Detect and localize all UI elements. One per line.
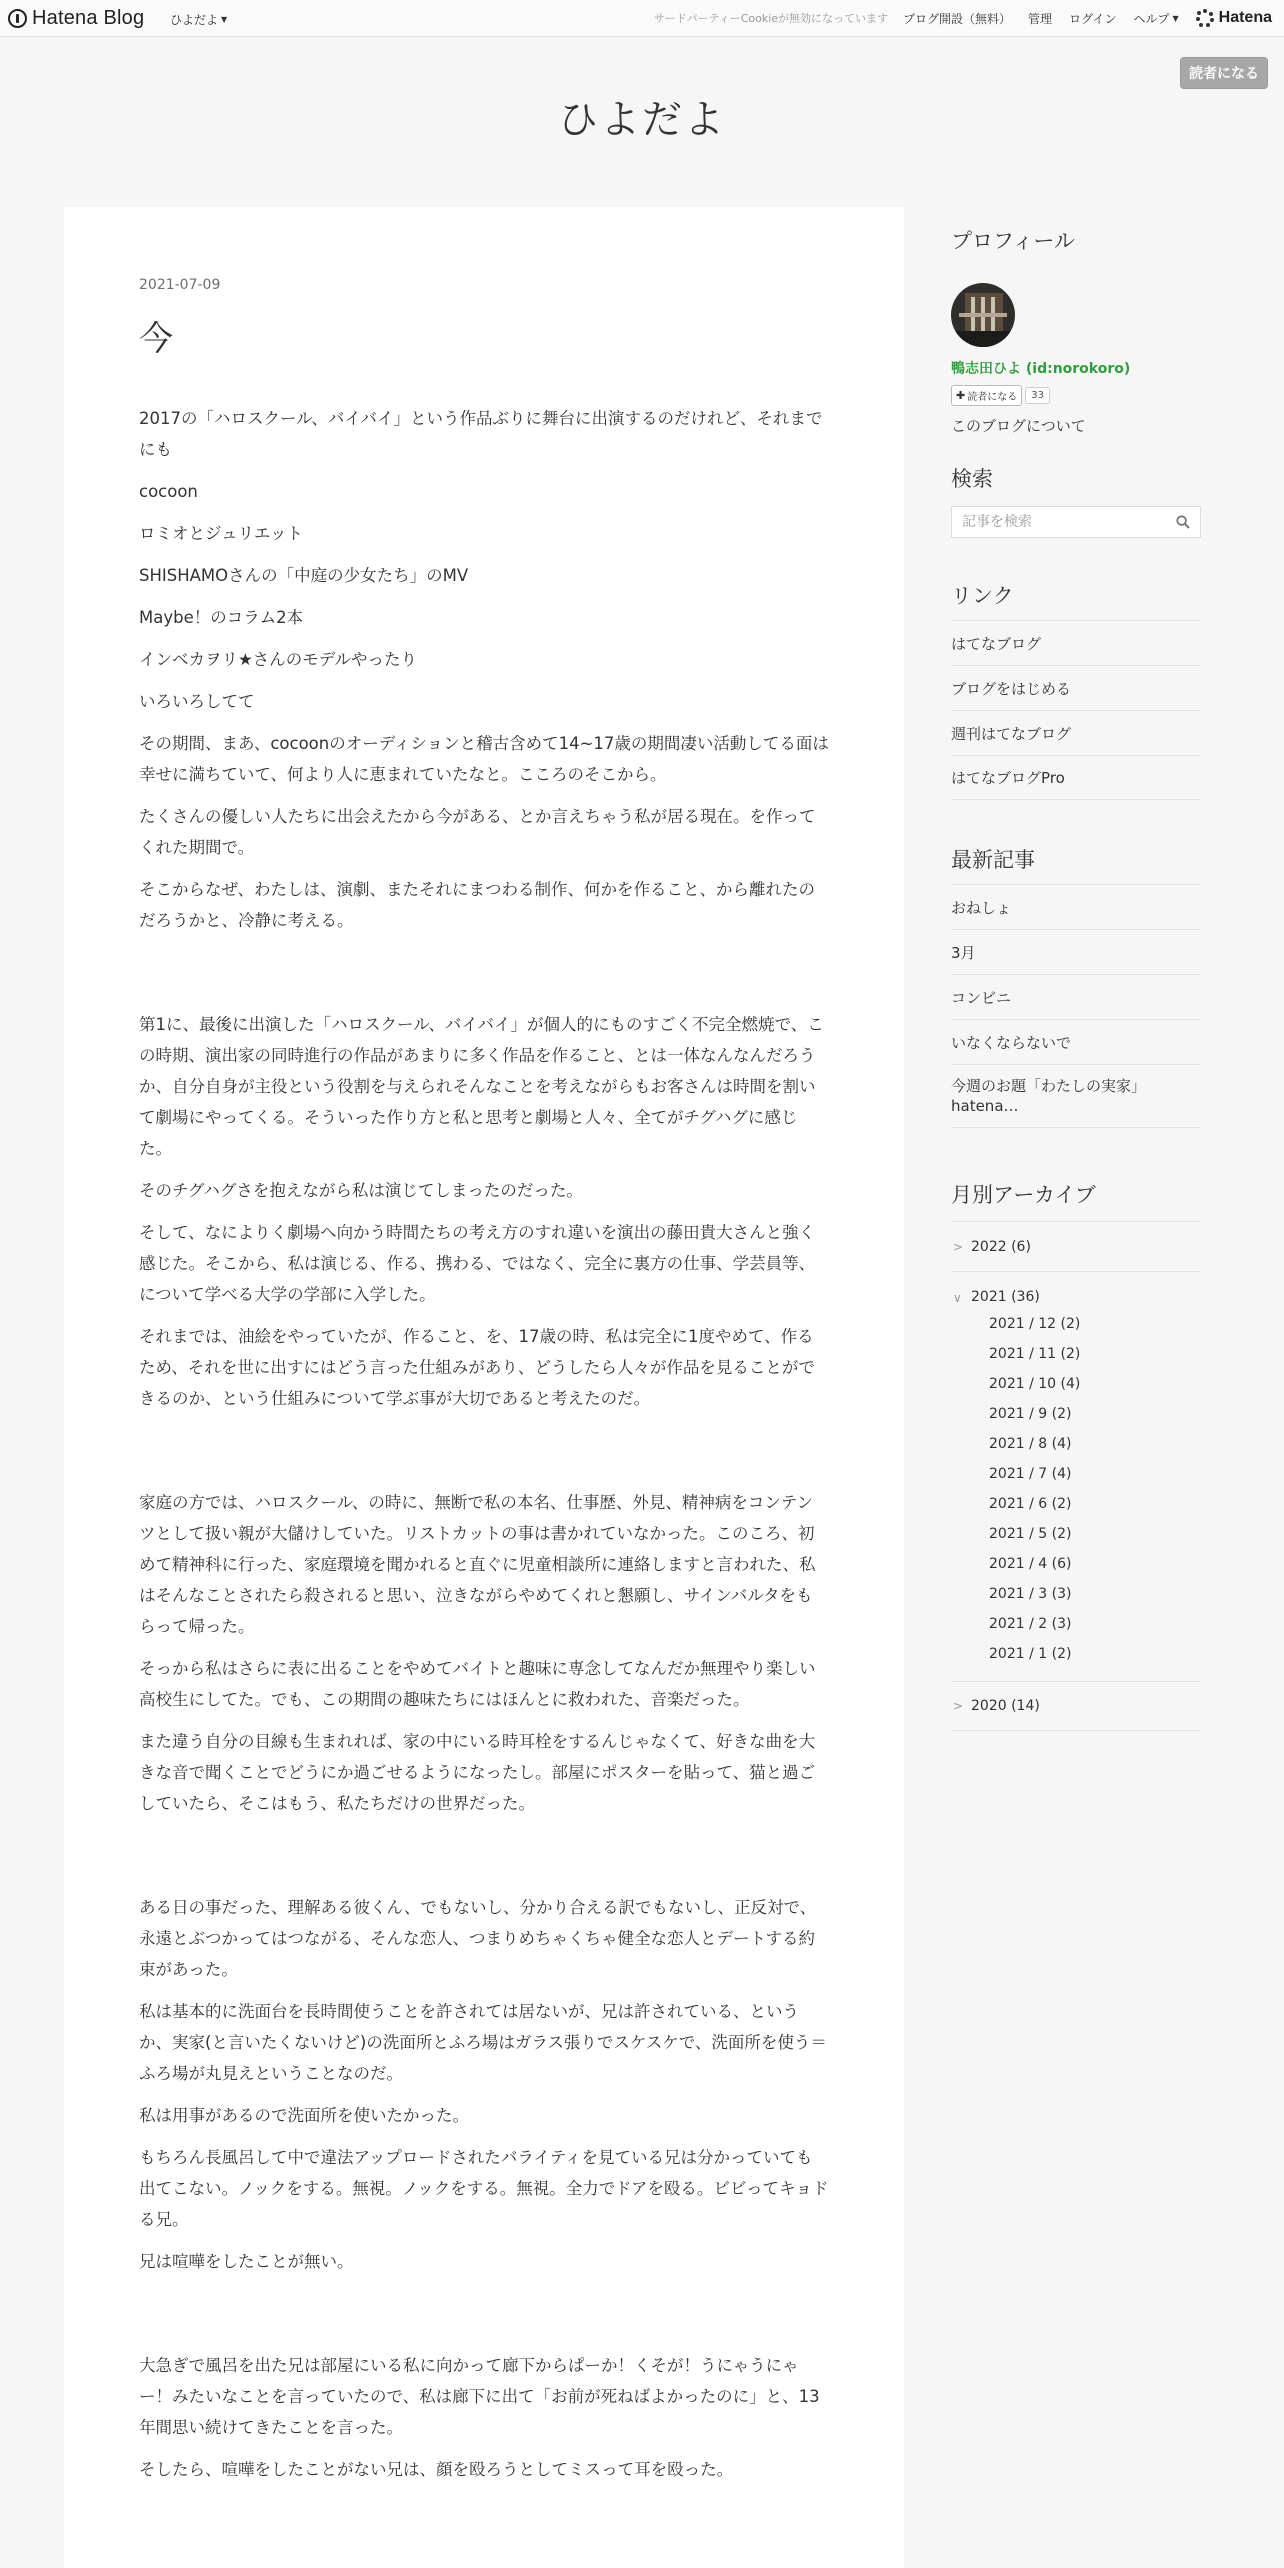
- entry-paragraph: Maybe！のコラム2本: [139, 608, 304, 627]
- link-start-blog[interactable]: ブログをはじめる: [951, 665, 1201, 710]
- blog-menu-label: ひよだよ: [170, 13, 219, 27]
- recent-entry[interactable]: いなくならないで: [951, 1019, 1201, 1064]
- entry-paragraph: そしたら、喧嘩をしたことがない兄は、顔を殴ろうとしてミスって耳を殴った。: [139, 2460, 734, 2479]
- cookie-notice: サードパーティーCookieが無効になっています: [653, 12, 889, 25]
- entry-paragraph: その期間、まあ、cocoonのオーディションと稽古含めて14~17歳の期間凄い活動してる面は幸せに満ちていて、何より人に恵まれていたなと。こころのそこから。: [139, 734, 829, 784]
- chevron-right-icon: >: [953, 1699, 964, 1713]
- profile-title: プロフィール: [951, 229, 1075, 253]
- chevron-right-icon: >: [953, 1239, 964, 1254]
- entry-paragraph: cocoon: [139, 482, 198, 501]
- entry-paragraph: 私は用事があるので洗面所を使いたかった。: [139, 2106, 469, 2125]
- entry-paragraph: 第1に、最後に出演した「ハロスクール、バイバイ」が個人的にものすごく不完全燃焼で、この時期、演出家の同時進行の作品があまりに多く作品を作ること、とは一体なんなんだろうか、自分自身が主役という役割を与えられそんなことを考えながらもお客さんは時間を割いて劇場にやってくる。そういった作り方と私と思考と劇場と人々、全てがチグハグに感じた。: [139, 1015, 824, 1158]
- entry-paragraph: もちろん長風呂して中で違法アップロードされたバライティを見ている兄は分かっていても出てこない。ノックをする。無視。ノックをする。無視。全力でドアを殴る。ビビってキョドる兄。: [139, 2148, 829, 2229]
- subscribe-label: 読者になる: [967, 392, 1018, 403]
- hatena-blog-logo[interactable]: [8, 7, 144, 29]
- manage-link[interactable]: 管理: [1028, 11, 1053, 26]
- archive-year-2020[interactable]: [951, 1681, 1201, 1731]
- blog-menu[interactable]: [170, 11, 227, 28]
- entry-paragraph: ある日の事だった、理解ある彼くん、でもないし、分かり合える訳でもないし、正反対で、永遠とぶつかってはつながる、そんな恋人、つまりめちゃくちゃ健全な恋人とデートする約束があった。: [139, 1898, 817, 1979]
- caret-down-icon: ▼: [221, 15, 228, 24]
- profile-subscribe: [951, 385, 1050, 406]
- entry-title[interactable]: 今: [139, 319, 173, 359]
- profile-module: [951, 225, 1201, 435]
- profile-subscribe-button[interactable]: [951, 385, 1022, 406]
- recent-entries-module: [951, 844, 1201, 1115]
- entry-article: [64, 207, 904, 2568]
- hatena-dots-icon: [1196, 9, 1214, 27]
- search-form: [951, 506, 1201, 538]
- entry-paragraph: SHISHAMOさんの「中庭の少女たち」のMV: [139, 566, 469, 585]
- hatena-logo[interactable]: [1196, 9, 1272, 27]
- help-menu[interactable]: [1133, 10, 1178, 27]
- about-blog-link[interactable]: このブログについて: [951, 417, 1086, 435]
- archive-month[interactable]: 2021 / 11 (2): [989, 1346, 1081, 1362]
- archive-month[interactable]: 2021 / 12 (2): [989, 1316, 1081, 1332]
- archive-module: [951, 1179, 1201, 1714]
- recent-entry[interactable]: 今週のお題「わたしの実家」hatena…: [951, 1064, 1201, 1128]
- profile-name-link[interactable]: 鴨志田ひよ (id:norokoro): [951, 361, 1131, 377]
- archive-month[interactable]: 2021 / 8 (4): [989, 1436, 1072, 1452]
- archive-year-2022[interactable]: [951, 1221, 1201, 1271]
- recent-entry[interactable]: おねしょ: [951, 884, 1201, 929]
- archive-year-label: 2022 (6): [971, 1238, 1031, 1255]
- links-module: [951, 580, 1201, 787]
- caret-down-icon: ▼: [1172, 13, 1179, 23]
- search-icon[interactable]: [1176, 515, 1190, 529]
- archive-month[interactable]: 2021 / 9 (2): [989, 1406, 1072, 1422]
- entry-paragraph: インベカヲリ★さんのモデルやったり: [139, 650, 417, 669]
- archive-title: 月別アーカイブ: [951, 1183, 1096, 1207]
- entry-paragraph: いろいろしてて: [139, 692, 255, 711]
- hatena-blog-logo-icon: [8, 9, 27, 28]
- archive-month[interactable]: 2021 / 1 (2): [989, 1646, 1072, 1662]
- search-module: [951, 463, 1201, 493]
- entry-paragraph: 兄は喧嘩をしたことが無い。: [139, 2252, 354, 2271]
- archive-month[interactable]: 2021 / 5 (2): [989, 1526, 1072, 1542]
- archive-month[interactable]: 2021 / 3 (3): [989, 1586, 1072, 1602]
- logo-text: Hatena Blog: [32, 6, 145, 29]
- entry-paragraph: たくさんの優しい人たちに出会えたから今がある、とか言えちゃう私が居る現在。を作ってくれた期間で。: [139, 807, 816, 857]
- links-title: リンク: [951, 584, 1014, 608]
- link-hatena-blog-pro[interactable]: はてなブログPro: [951, 755, 1201, 800]
- search-title: 検索: [951, 467, 993, 491]
- entry-paragraph: ロミオとジュリエット: [139, 524, 304, 543]
- entry-content: [139, 403, 829, 2496]
- chevron-down-icon: ∨: [953, 1291, 962, 1305]
- archive-year-2021[interactable]: [951, 1271, 1201, 1309]
- help-label: ヘルプ: [1133, 11, 1170, 26]
- subscriber-count[interactable]: 33: [1025, 387, 1050, 404]
- search-input[interactable]: [952, 507, 1162, 537]
- archive-month[interactable]: 2021 / 7 (4): [989, 1466, 1072, 1482]
- link-hatena-blog[interactable]: はてなブログ: [951, 620, 1201, 665]
- blog-title[interactable]: ひよだよ: [558, 97, 726, 143]
- entry-paragraph: それまでは、油絵をやっていたが、作ること、を、17歳の時、私は完全に1度やめて、作るため、それを世に出すにはどう言った仕組みがあり、どうしたら人々が作品を見ることができるのか、という仕組みについて学ぶ事が大切であると考えたのだ。: [139, 1327, 815, 1408]
- entry-paragraph: また違う自分の目線も生まれれば、家の中にいる時耳栓をするんじゃなくて、好きな曲を大きな音で聞くことでどうにか過ごせるようになったし。部屋にポスターを貼って、猫と過ごしていたら、そこはもう、私たちだけの世界だった。: [139, 1732, 816, 1813]
- archive-month[interactable]: 2021 / 6 (2): [989, 1496, 1072, 1512]
- entry-paragraph: 大急ぎで風呂を出た兄は部屋にいる私に向かって廊下からぱーか！くそが！うにゃうにゃー！みたいなことを言っていたので、私は廊下に出て「お前が死ねばよかったのに」と、13年間思い続けてきたことを言った。: [139, 2356, 820, 2437]
- entry-paragraph: そして、なによりく劇場へ向かう時間たちの考え方のすれ違いを演出の藤田貴大さんと強く感じた。そこから、私は演じる、作る、携わる、ではなく、完全に裏方の仕事、学芸員等、について学べる大学の学部に入学した。: [139, 1223, 816, 1304]
- plus-icon: ✚: [956, 389, 966, 402]
- open-blog-link[interactable]: ブログ開設（無料）: [903, 11, 1012, 26]
- global-header: [0, 0, 1284, 37]
- entry-paragraph: そっから私はさらに表に出ることをやめてバイトと趣味に専念してなんだか無理やり楽しい高校生にしてた。でも、この期間の趣味たちにはほんとに救われた、音楽だった。: [139, 1659, 816, 1709]
- recent-entry[interactable]: 3月: [951, 929, 1201, 974]
- entry-paragraph: 私は基本的に洗面台を長時間使うことを許されては居ないが、兄は許されている、というか、実家(と言いたくないけど)の洗面所とふろ場はガラス張りでスケスケで、洗面所を使う＝ふろ場が丸見えということなのだ。: [139, 2002, 827, 2083]
- hatena-text: Hatena: [1218, 9, 1272, 26]
- archive-month[interactable]: 2021 / 4 (6): [989, 1556, 1072, 1572]
- archive-year-label: 2020 (14): [971, 1698, 1040, 1714]
- entry-paragraph: そのチグハグさを抱えながら私は演じてしまったのだった。: [139, 1181, 583, 1200]
- archive-month[interactable]: 2021 / 10 (4): [989, 1376, 1081, 1392]
- archive-month[interactable]: 2021 / 2 (3): [989, 1616, 1072, 1632]
- archive-year-label: 2021 (36): [971, 1289, 1040, 1305]
- recent-entry[interactable]: コンビニ: [951, 974, 1201, 1019]
- entry-paragraph: 家庭の方では、ハロスクール、の時に、無断で私の本名、仕事歴、外見、精神病をコンテンツとして扱い親が大儲けしていた。リストカットの事は書かれていなかった。このころ、初めて精神科に行った、家庭環境を聞かれると直ぐに児童相談所に連絡しますと言われた、私はそんなことされたら殺されると思い、泣きながらやめてくれと懇願し、サインバルタをもらって帰った。: [139, 1493, 816, 1636]
- entry-paragraph: そこからなぜ、わたしは、演劇、またそれにまつわる制作、何かを作ること、から離れたのだろうかと、冷静に考える。: [139, 880, 816, 930]
- login-link[interactable]: ログイン: [1069, 11, 1117, 26]
- link-weekly-hatena-blog[interactable]: 週刊はてなブログ: [951, 710, 1201, 755]
- recent-entries-title: 最新記事: [951, 848, 1035, 872]
- subscribe-button[interactable]: 読者になる: [1180, 57, 1268, 89]
- entry-date[interactable]: 2021-07-09: [139, 277, 221, 293]
- avatar[interactable]: [951, 283, 1015, 347]
- entry-paragraph: 2017の「ハロスクール、バイバイ」という作品ぶりに舞台に出演するのだけれど、それまでにも: [139, 409, 823, 459]
